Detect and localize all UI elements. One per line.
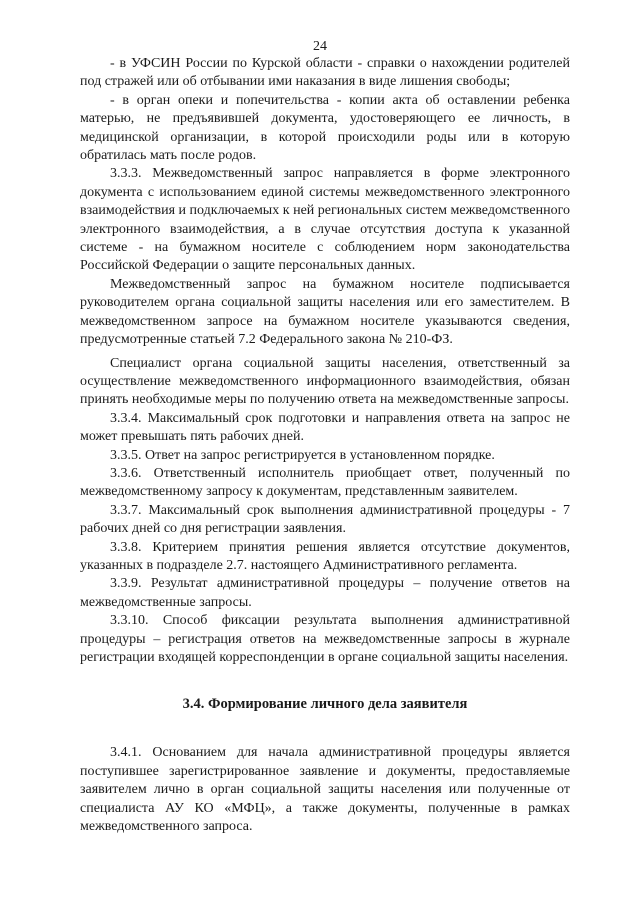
page-number: 24 bbox=[313, 39, 327, 54]
document-body bbox=[80, 55, 570, 836]
paragraph-3-3-6: 3.3.6. Ответственный исполнитель приобщает ответ, полученный по межведомственному запросу к документам, представленным заявителем. bbox=[80, 465, 570, 500]
paragraph-3-3-10: 3.3.10. Способ фиксации результата выполнения административной процедуры – регистрация ответов на межведомственные запросы в журнале регистрации входящей корреспонденции в органе социальной защиты населения. bbox=[80, 613, 570, 665]
paragraph-3-4-1: 3.4.1. Основанием для начала административной процедуры является поступившее зарегистрированное заявление и документы, предоставляемые заявителем лично в орган социальной защиты населения или полученные от специалиста АУ КО «МФЦ», а также документы, полученные в рамках межведомственного запроса. bbox=[80, 745, 570, 835]
paragraph-3-3-5: 3.3.5. Ответ на запрос регистрируется в установленном порядке. bbox=[110, 447, 495, 463]
paragraph-ufsin-request: - в УФСИН России по Курской области - справки о нахождении родителей под стражей или об отбывании ими наказания в виде лишения свободы; bbox=[80, 56, 570, 90]
paragraph-guardianship-request: - в орган опеки и попечительства - копии акта об оставлении ребенка матерью, не предъявившей документа, удостоверяющего ее личность, в медицинской организации, в которой происходили роды или в которую обратилась мать после родов. bbox=[80, 92, 570, 164]
paragraph-3-3-8: 3.3.8. Критерием принятия решения является отсутствие документов, указанных в подразделе 2.7. настоящего Административного регламента. bbox=[80, 539, 570, 573]
paragraph-specialist-duty: Специалист органа социальной защиты населения, ответственный за осуществление межведомственного информационного взаимодействия, обязан принять необходимые меры по получению ответа на межведомственные запросы. bbox=[80, 355, 570, 408]
paragraph-3-3-3: 3.3.3. Межведомственный запрос направляется в форме электронного документа с использованием единой системы межведомственного электронного взаимодействия и подключаемых к ней региональных систем межведомственного электронного взаимодействия, а в случае отсутствия доступа к указанной системе - на бумажном носителе с соблюдением норм законодательства Российской Федерации о защите персональных данных. bbox=[80, 166, 570, 274]
paragraph-3-3-7: 3.3.7. Максимальный срок выполнения административной процедуры - 7 рабочих дней со дня регистрации заявления. bbox=[80, 502, 570, 537]
section-heading: 3.4. Формирование личного дела заявителя bbox=[182, 696, 468, 713]
paragraph-paper-request-signing: Межведомственный запрос на бумажном носителе подписывается руководителем органа социальной защиты населения или его заместителем. В межведомственном запросе на бумажном носителе указываются сведения, предусмотренные статьей 7.2 Федерального закона № 210-ФЗ. bbox=[80, 276, 570, 348]
paragraph-3-3-9: 3.3.9. Результат административной процедуры – получение ответов на межведомственные запросы. bbox=[80, 576, 570, 610]
paragraph-3-3-4: 3.3.4. Максимальный срок подготовки и направления ответа на запрос не может превышать пять рабочих дней. bbox=[80, 410, 570, 445]
